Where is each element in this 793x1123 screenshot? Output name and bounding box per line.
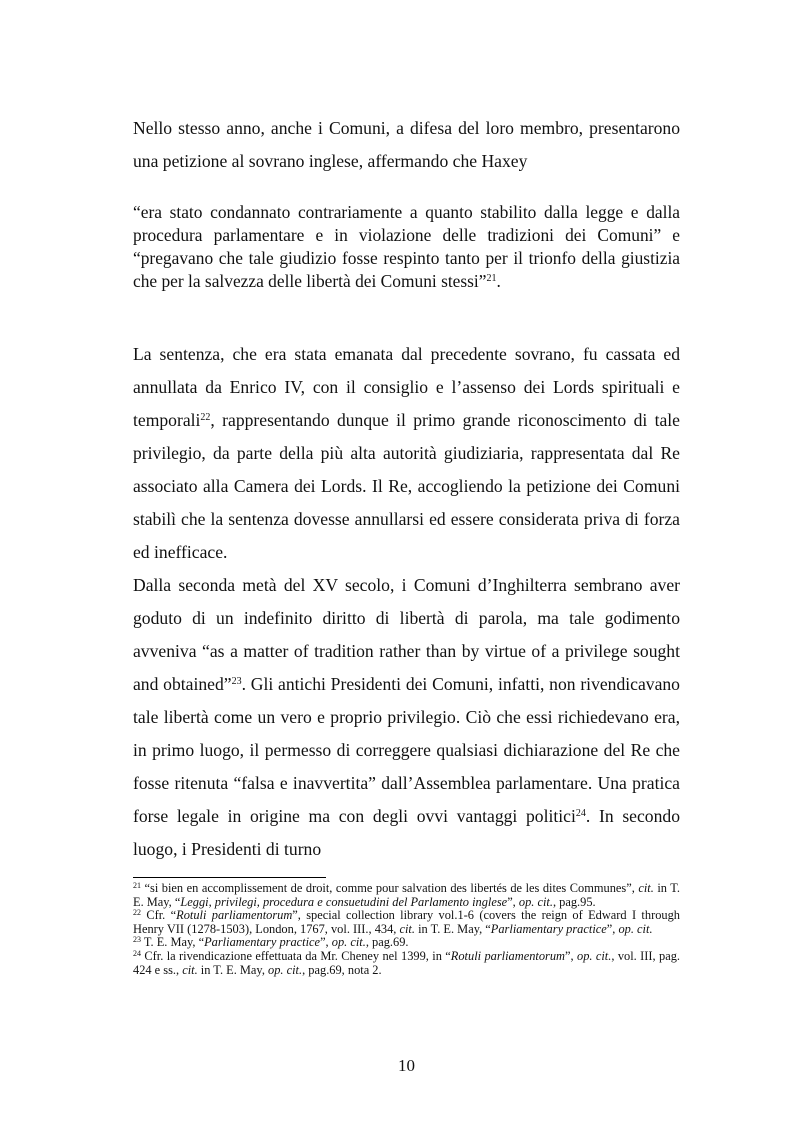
- quote-text: “era stato condannato contrariamente a quanto stabilito dalla legge e dalla procedura parlamentare e in violazione delle tradizioni dei Comuni” e “pregavano che tale giudizio fosse respinto tanto per il trionfo della giustizia che per la salvezza delle libertà dei Comuni stessi”: [133, 202, 680, 291]
- footnote-24: $^{24}$ Cfr. la rivendicazione effettuata da Mr. Cheney nel 1399, in “Rotuli parliamentorum”, op. cit., vol. III, pag. 424 e ss., cit. in T. E. May, op. cit., pag.69, nota 2.: [133, 948, 680, 977]
- block-quote: [133, 201, 680, 293]
- main-text-5: . In secondo luogo, i Presidenti di turno: [133, 806, 680, 859]
- footnote-number: 21: [133, 881, 141, 890]
- quote-end: .: [496, 271, 501, 291]
- page-number: 10: [398, 1056, 415, 1075]
- main-text-3: Dalla seconda metà del XV secolo, i Comuni d’Inghilterra sembrano aver goduto di un indefinito diritto di libertà di parola, ma tale godimento avveniva “as a matter of tradition rather than by virtue of a privilege sought and obtained”: [133, 575, 680, 694]
- footnote-separator: [133, 877, 326, 878]
- main-text-2: , rappresentando dunque il primo grande riconoscimento di tale privilegio, da parte della più alta autorità giudiziaria, rappresentata dal Re associato alla Camera dei Lords. Il Re, accogliendo la petizione dei Comuni stabilì che la sentenza dovesse annullarsi ed essere considerata priva di forza ed inefficace.: [133, 410, 680, 562]
- footnote-number: 24: [133, 948, 141, 958]
- footnotes: [133, 882, 680, 977]
- footnote-ref-22: 22: [200, 412, 211, 423]
- footnote-ref-23: 23: [231, 676, 242, 687]
- main-text-1: La sentenza, che era stata emanata dal precedente sovrano, fu cassata ed annullata da Enrico IV, con il consiglio e l’assenso dei Lords spirituali e temporali: [133, 344, 680, 430]
- intro-paragraph: [133, 112, 680, 178]
- footnote-23: $^{23}$ T. E. May, “Parliamentary practice”, op. cit., pag.69.: [133, 935, 409, 950]
- footnote-22: $^{22}$ Cfr. “Rotuli parliamentorum”, special collection library vol.1-6 (covers the reign of Edward I through Henry VII (1278-1503), London, 1767, vol. III., 434, cit. in T. E. May, “Parliamentary practice”, op. cit.: [133, 908, 680, 936]
- intro-text: Nello stesso anno, anche i Comuni, a difesa del loro membro, presentarono una petizione al sovrano inglese, affermando che Haxey: [133, 118, 680, 171]
- footnote-ref-21: 21: [486, 273, 497, 284]
- main-text-4: . Gli antichi Presidenti dei Comuni, infatti, non rivendicavano tale libertà come un vero e proprio privilegio. Ciò che essi richiedevano era, in primo luogo, il permesso di correggere qualsiasi dichiarazione del Re che fosse ritenuta “falsa e inavvertita” dall’Assemblea parlamentare. Una pratica forse legale in origine ma con degli ovvi vantaggi politici: [133, 674, 680, 826]
- footnote-21: $^{21}$ “si bien en accomplissement de droit, comme pour salvation des libertés de les dites Communes”, cit. in T. E. May, “Leggi, privilegi, procedura e consuetudini del Parlamento inglese”, op. cit., pag.95.: [133, 881, 680, 909]
- main-paragraph: [133, 338, 680, 866]
- footnote-ref-24: 24: [575, 808, 586, 819]
- footnote-number: 22: [133, 908, 141, 918]
- footnote-number: 23: [133, 935, 141, 945]
